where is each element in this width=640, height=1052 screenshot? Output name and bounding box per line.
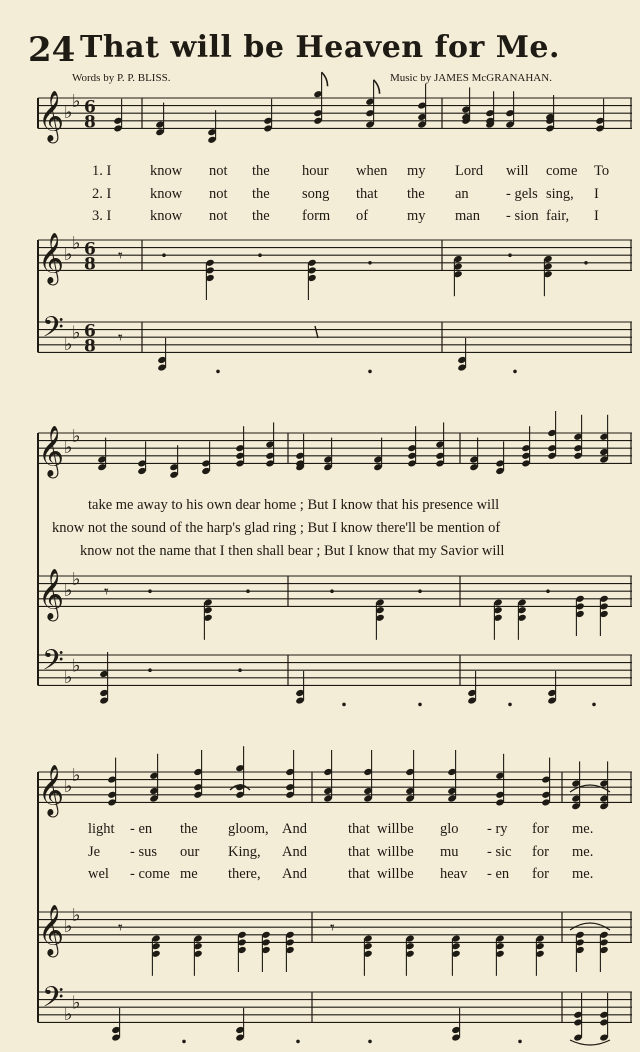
dot — [182, 1040, 186, 1044]
treble-clef-icon: 𝄞 — [38, 425, 65, 477]
lyric-syllable: Je — [88, 844, 101, 860]
lyric-syllable: an — [455, 186, 469, 202]
bass-clef-icon: 𝄢 — [42, 310, 64, 351]
lyric-syllable: will — [377, 866, 400, 882]
lyric-syllable: me. — [572, 844, 594, 860]
flat-icon: ♭ — [64, 102, 73, 124]
lyric-syllable: the — [252, 186, 270, 202]
time-signature-bottom: 8 — [84, 336, 96, 357]
dot — [216, 370, 220, 374]
system-2-verse-1-lyric: take me away to his own dear home ; But I know that his presence will — [88, 497, 500, 513]
time-signature-bottom: 8 — [84, 112, 96, 133]
bass-clef-icon: 𝄢 — [42, 980, 64, 1021]
lyric-syllable: be — [400, 844, 414, 860]
dot — [148, 589, 152, 593]
rest-icon: 𝄾 — [118, 245, 123, 267]
dot — [246, 589, 250, 593]
dot — [518, 1040, 522, 1044]
lyric-syllable: be — [400, 821, 414, 837]
bass-clef-icon: 𝄢 — [42, 643, 64, 684]
lyric-syllable: mu — [440, 844, 459, 860]
lyric-syllable: - sion — [506, 208, 539, 224]
flat-icon: ♭ — [64, 776, 73, 798]
lyric-syllable: light — [88, 821, 115, 837]
lyric-syllable: that — [348, 844, 370, 860]
flat-icon: ♭ — [72, 425, 81, 447]
dot — [258, 253, 262, 257]
time-signature-top: 6 — [84, 239, 96, 260]
lyric-syllable: glo — [440, 821, 459, 837]
note-flag — [374, 80, 380, 94]
lyric-syllable: me. — [572, 821, 594, 837]
rest-icon — [315, 326, 318, 338]
dot — [368, 1040, 372, 1044]
lyric-syllable: - en — [487, 866, 510, 882]
lyric-syllable: of — [356, 208, 369, 224]
dot — [148, 668, 152, 672]
dot — [508, 253, 512, 257]
dot — [238, 784, 242, 788]
tie — [570, 1040, 610, 1045]
page-number: 24 — [28, 30, 76, 70]
lyric-syllable: sing, — [546, 186, 574, 202]
lyric-syllable: not — [209, 208, 228, 224]
lyric-syllable: the — [252, 208, 270, 224]
dot — [513, 370, 517, 374]
lyric-syllable: 1. I — [92, 163, 112, 179]
lyric-syllable: our — [180, 844, 200, 860]
rest-icon: 𝄾 — [104, 581, 109, 603]
flat-icon: ♭ — [72, 322, 81, 344]
lyric-syllable: will — [377, 844, 400, 860]
rest-icon: 𝄾 — [118, 917, 123, 939]
lyric-syllable: heav — [440, 866, 468, 882]
lyric-syllable: me — [180, 866, 198, 882]
lyric-syllable: 3. I — [92, 208, 112, 224]
flat-icon: ♭ — [64, 580, 73, 602]
rest-icon: 𝄾 — [118, 327, 123, 349]
lyric-syllable: - sus — [130, 844, 157, 860]
lyric-syllable: - gels — [506, 186, 538, 202]
lyric-syllable: not — [209, 186, 228, 202]
lyric-syllable: 2. I — [92, 186, 112, 202]
lyric-syllable: that — [348, 821, 370, 837]
lyric-syllable: for — [532, 866, 549, 882]
dot — [368, 261, 372, 265]
lyric-syllable: King, — [228, 844, 261, 860]
treble-clef-icon: 𝄞 — [38, 90, 65, 142]
lyric-syllable: there, — [228, 866, 261, 882]
dot — [342, 703, 346, 707]
flat-icon: ♭ — [72, 764, 81, 786]
lyric-syllable: come — [546, 163, 578, 179]
lyric-syllable: song — [302, 186, 330, 202]
dot — [584, 261, 588, 265]
lyric-syllable: the — [180, 821, 198, 837]
lyric-syllable: Lord — [455, 163, 484, 179]
lyric-syllable: I — [594, 208, 599, 224]
flat-icon: ♭ — [64, 244, 73, 266]
lyric-syllable: for — [532, 844, 549, 860]
dot — [238, 668, 242, 672]
flat-icon: ♭ — [64, 666, 73, 688]
lyric-syllable: for — [532, 821, 549, 837]
treble-clef-icon: 𝄞 — [38, 568, 65, 620]
music-credit: Music by JAMES McGRANAHAN. — [390, 72, 552, 84]
lyric-syllable: my — [407, 208, 426, 224]
lyric-syllable: the — [407, 186, 425, 202]
note-flag — [322, 72, 328, 86]
flat-icon: ♭ — [64, 916, 73, 938]
flat-icon: ♭ — [64, 1003, 73, 1025]
dot — [508, 703, 512, 707]
lyric-syllable: will — [506, 163, 529, 179]
lyric-syllable: - en — [130, 821, 153, 837]
time-signature-bottom: 8 — [84, 254, 96, 275]
lyric-syllable: - ry — [487, 821, 508, 837]
lyric-syllable: fair, — [546, 208, 570, 224]
dot — [162, 253, 166, 257]
lyric-syllable: be — [400, 866, 414, 882]
tie — [570, 923, 610, 930]
flat-icon: ♭ — [72, 992, 81, 1014]
words-credit: Words by P. P. BLISS. — [72, 72, 171, 84]
lyric-syllable: wel — [88, 866, 109, 882]
lyric-syllable: know — [150, 208, 183, 224]
lyric-syllable: will — [377, 821, 400, 837]
lyric-syllable: To — [594, 163, 610, 179]
system-2-verse-3-lyric: know not the name that I then shall bear ; But I know that my Savior will — [80, 543, 505, 559]
treble-clef-icon: 𝄞 — [38, 904, 65, 956]
lyric-syllable: not — [209, 163, 228, 179]
dot — [296, 1040, 300, 1044]
lyric-syllable: when — [356, 163, 388, 179]
flat-icon: ♭ — [72, 655, 81, 677]
lyric-syllable: And — [282, 821, 307, 837]
treble-clef-icon: 𝄞 — [38, 764, 65, 816]
flat-icon: ♭ — [72, 904, 81, 926]
lyric-syllable: gloom, — [228, 821, 269, 837]
system-2-verse-2-lyric: know not the sound of the harp's glad ring ; But I know there'll be mention of — [52, 520, 501, 536]
dot — [418, 703, 422, 707]
dot — [330, 589, 334, 593]
lyric-syllable: hour — [302, 163, 329, 179]
lyric-syllable: And — [282, 866, 307, 882]
time-signature-top: 6 — [84, 97, 96, 118]
flat-icon: ♭ — [64, 333, 73, 355]
dot — [368, 370, 372, 374]
flat-icon: ♭ — [72, 568, 81, 590]
time-signature-top: 6 — [84, 321, 96, 342]
lyric-syllable: I — [594, 186, 599, 202]
lyric-syllable: know — [150, 163, 183, 179]
lyric-syllable: - come — [130, 866, 170, 882]
lyric-syllable: my — [407, 163, 426, 179]
lyric-syllable: the — [252, 163, 270, 179]
lyric-syllable: me. — [572, 866, 594, 882]
dot — [546, 589, 550, 593]
hymn-title: That will be Heaven for Me. — [80, 30, 560, 65]
lyric-syllable: that — [348, 866, 370, 882]
flat-icon: ♭ — [72, 232, 81, 254]
flat-icon: ♭ — [72, 90, 81, 112]
dot — [592, 703, 596, 707]
lyric-syllable: that — [356, 186, 378, 202]
dot — [418, 589, 422, 593]
lyric-syllable: form — [302, 208, 331, 224]
flat-icon: ♭ — [64, 437, 73, 459]
lyric-syllable: And — [282, 844, 307, 860]
rest-icon: 𝄾 — [330, 917, 335, 939]
treble-clef-icon: 𝄞 — [38, 232, 65, 284]
lyric-syllable: man — [455, 208, 480, 224]
lyric-syllable: - sic — [487, 844, 512, 860]
lyric-syllable: know — [150, 186, 183, 202]
